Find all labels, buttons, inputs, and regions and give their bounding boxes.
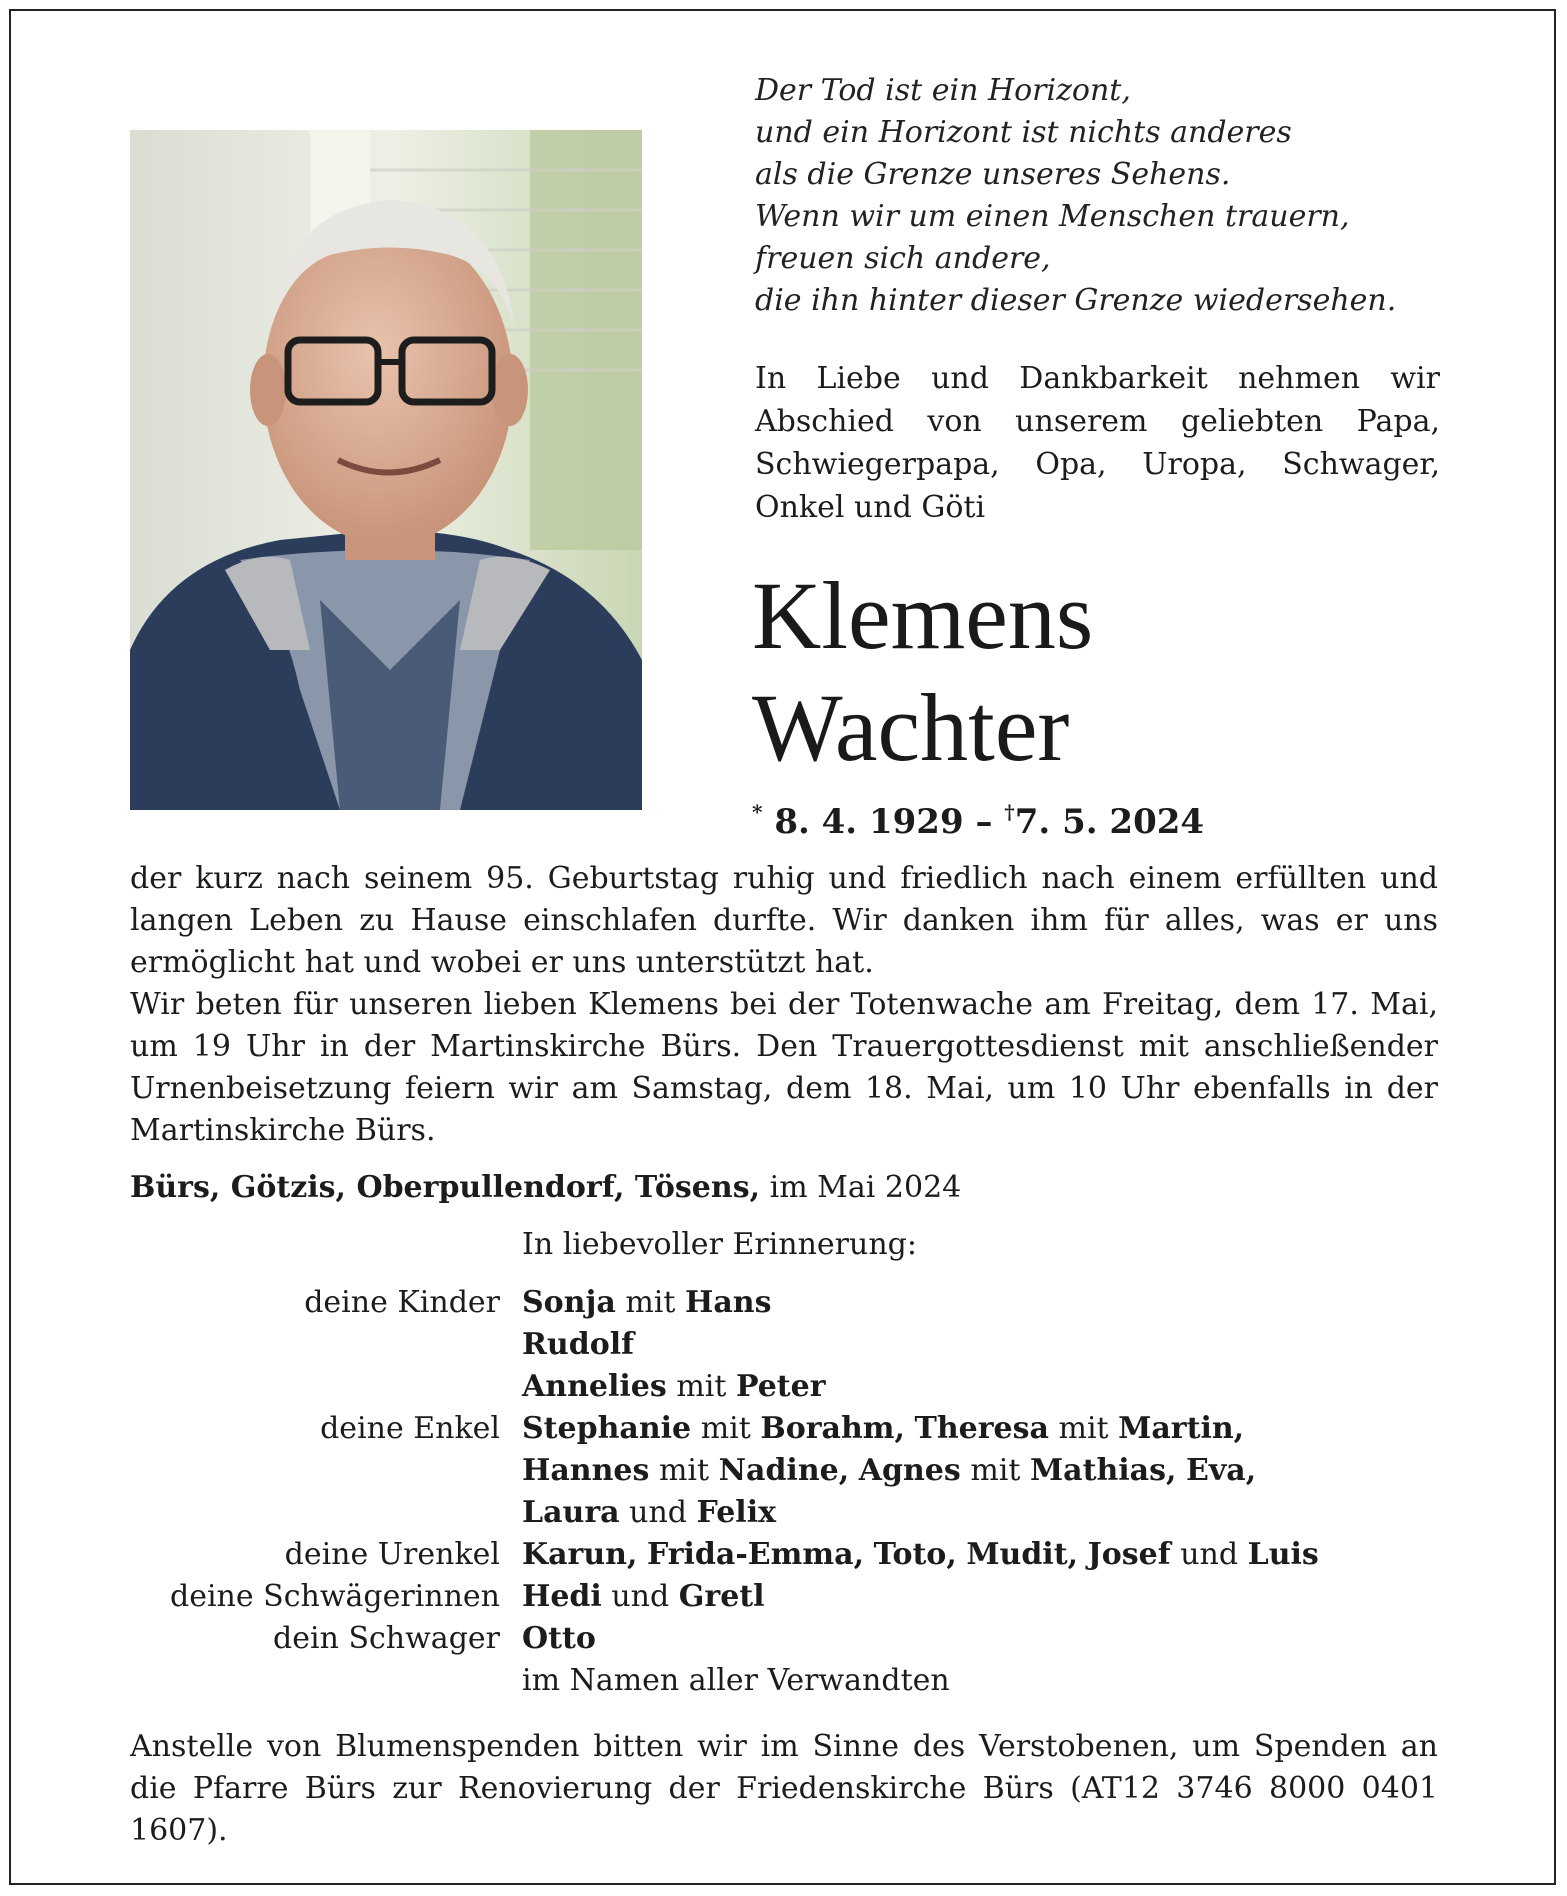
family-row [130,1450,1470,1492]
names: Stephanie mit Borahm, Theresa mit Martin, [522,1411,1245,1446]
names: Annelies mit Peter [522,1369,826,1404]
family-row [130,1534,1470,1576]
family-row [130,1324,1470,1366]
last-name: Wachter [752,674,1070,781]
relation-label: deine Kinder [304,1285,500,1320]
relation-label: deine Enkel [320,1411,500,1446]
quote-line: und ein Horizont ist nichts anderes [755,115,1292,150]
relation-label: deine Schwägerinnen [169,1579,500,1614]
deceased-name [752,560,1093,784]
family-row [130,1408,1470,1450]
first-name: Klemens [752,562,1094,669]
body-paragraph: der kurz nach seinem 95. Geburtstag ruhig und friedlich nach einem erfüllten und langen Leben zu Hause einschlafen durfte. Wir danken ihm für alles, was er uns ermöglicht hat und wobei er uns unterstützt hat. [130,861,1438,980]
family-row [130,1660,1470,1702]
family-list [130,1282,1470,1702]
quote-line: als die Grenze unseres Sehens. [755,157,1231,192]
names: Karun, Frida-Emma, Toto, Mudit, Josef und Luis [522,1537,1319,1572]
names: Hannes mit Nadine, Agnes mit Mathias, Eva, [522,1453,1257,1488]
family-row [130,1282,1470,1324]
family-row [130,1618,1470,1660]
portrait-illustration [130,130,642,810]
quote-line: Wenn wir um einen Menschen trauern, [755,199,1350,234]
names: Sonja mit Hans [522,1285,772,1320]
names: Hedi und Gretl [522,1579,765,1614]
body-text [130,858,1438,1152]
portrait-photo [130,130,642,810]
date-separator: – [975,802,993,842]
names: Otto [522,1621,596,1656]
relation-label: dein Schwager [273,1621,500,1656]
quote-line: Der Tod ist ein Horizont, [755,73,1131,108]
donation-note: Anstelle von Blumenspenden bitten wir im Sinne des Verstobenen, um Spenden an die Pfarre Bürs zur Renovierung der Friedenskirche Bürs (AT12 3746 8000 0401 1607). [130,1729,1438,1848]
names: Rudolf [522,1327,635,1362]
month-year: im Mai 2024 [769,1170,962,1205]
towns: Bürs, Götzis, Oberpullendorf, Tösens, [130,1170,761,1205]
memory-heading: In liebevoller Erinnerung: [522,1227,917,1262]
quote-line: die ihn hinter dieser Grenze wiedersehen. [755,283,1397,318]
body-paragraph: Wir beten für unseren lieben Klemens bei der Totenwache am Freitag, dem 17. Mai, um 19 Uhr in der Martinskirche Bürs. Den Trauergottesdienst mit anschließender Urnenbeisetzung feiern wir am Samstag, dem 18. Mai, um 10 Uhr ebenfalls in der Martinskirche Bürs. [130,987,1438,1148]
death-symbol: † [1004,800,1015,824]
death-date: 7. 5. 2024 [1014,802,1205,842]
quote-line: freuen sich andere, [755,241,1051,276]
names: Laura und Felix [522,1495,776,1530]
place-date-line [130,1170,961,1205]
intro-text: In Liebe und Dankbarkeit nehmen wir Abschied von unserem geliebten Papa, Schwiegerpapa, Opa, Uropa, Schwager, Onkel und Göti [755,361,1440,525]
family-row [130,1576,1470,1618]
quote-poem [755,70,1495,322]
family-row [130,1492,1470,1534]
life-dates [752,800,1204,842]
birth-symbol: * [752,800,763,824]
birth-date: 8. 4. 1929 [774,802,964,842]
relation-label: deine Urenkel [284,1537,500,1572]
closing-line: im Namen aller Verwandten [522,1663,950,1698]
family-row [130,1366,1470,1408]
